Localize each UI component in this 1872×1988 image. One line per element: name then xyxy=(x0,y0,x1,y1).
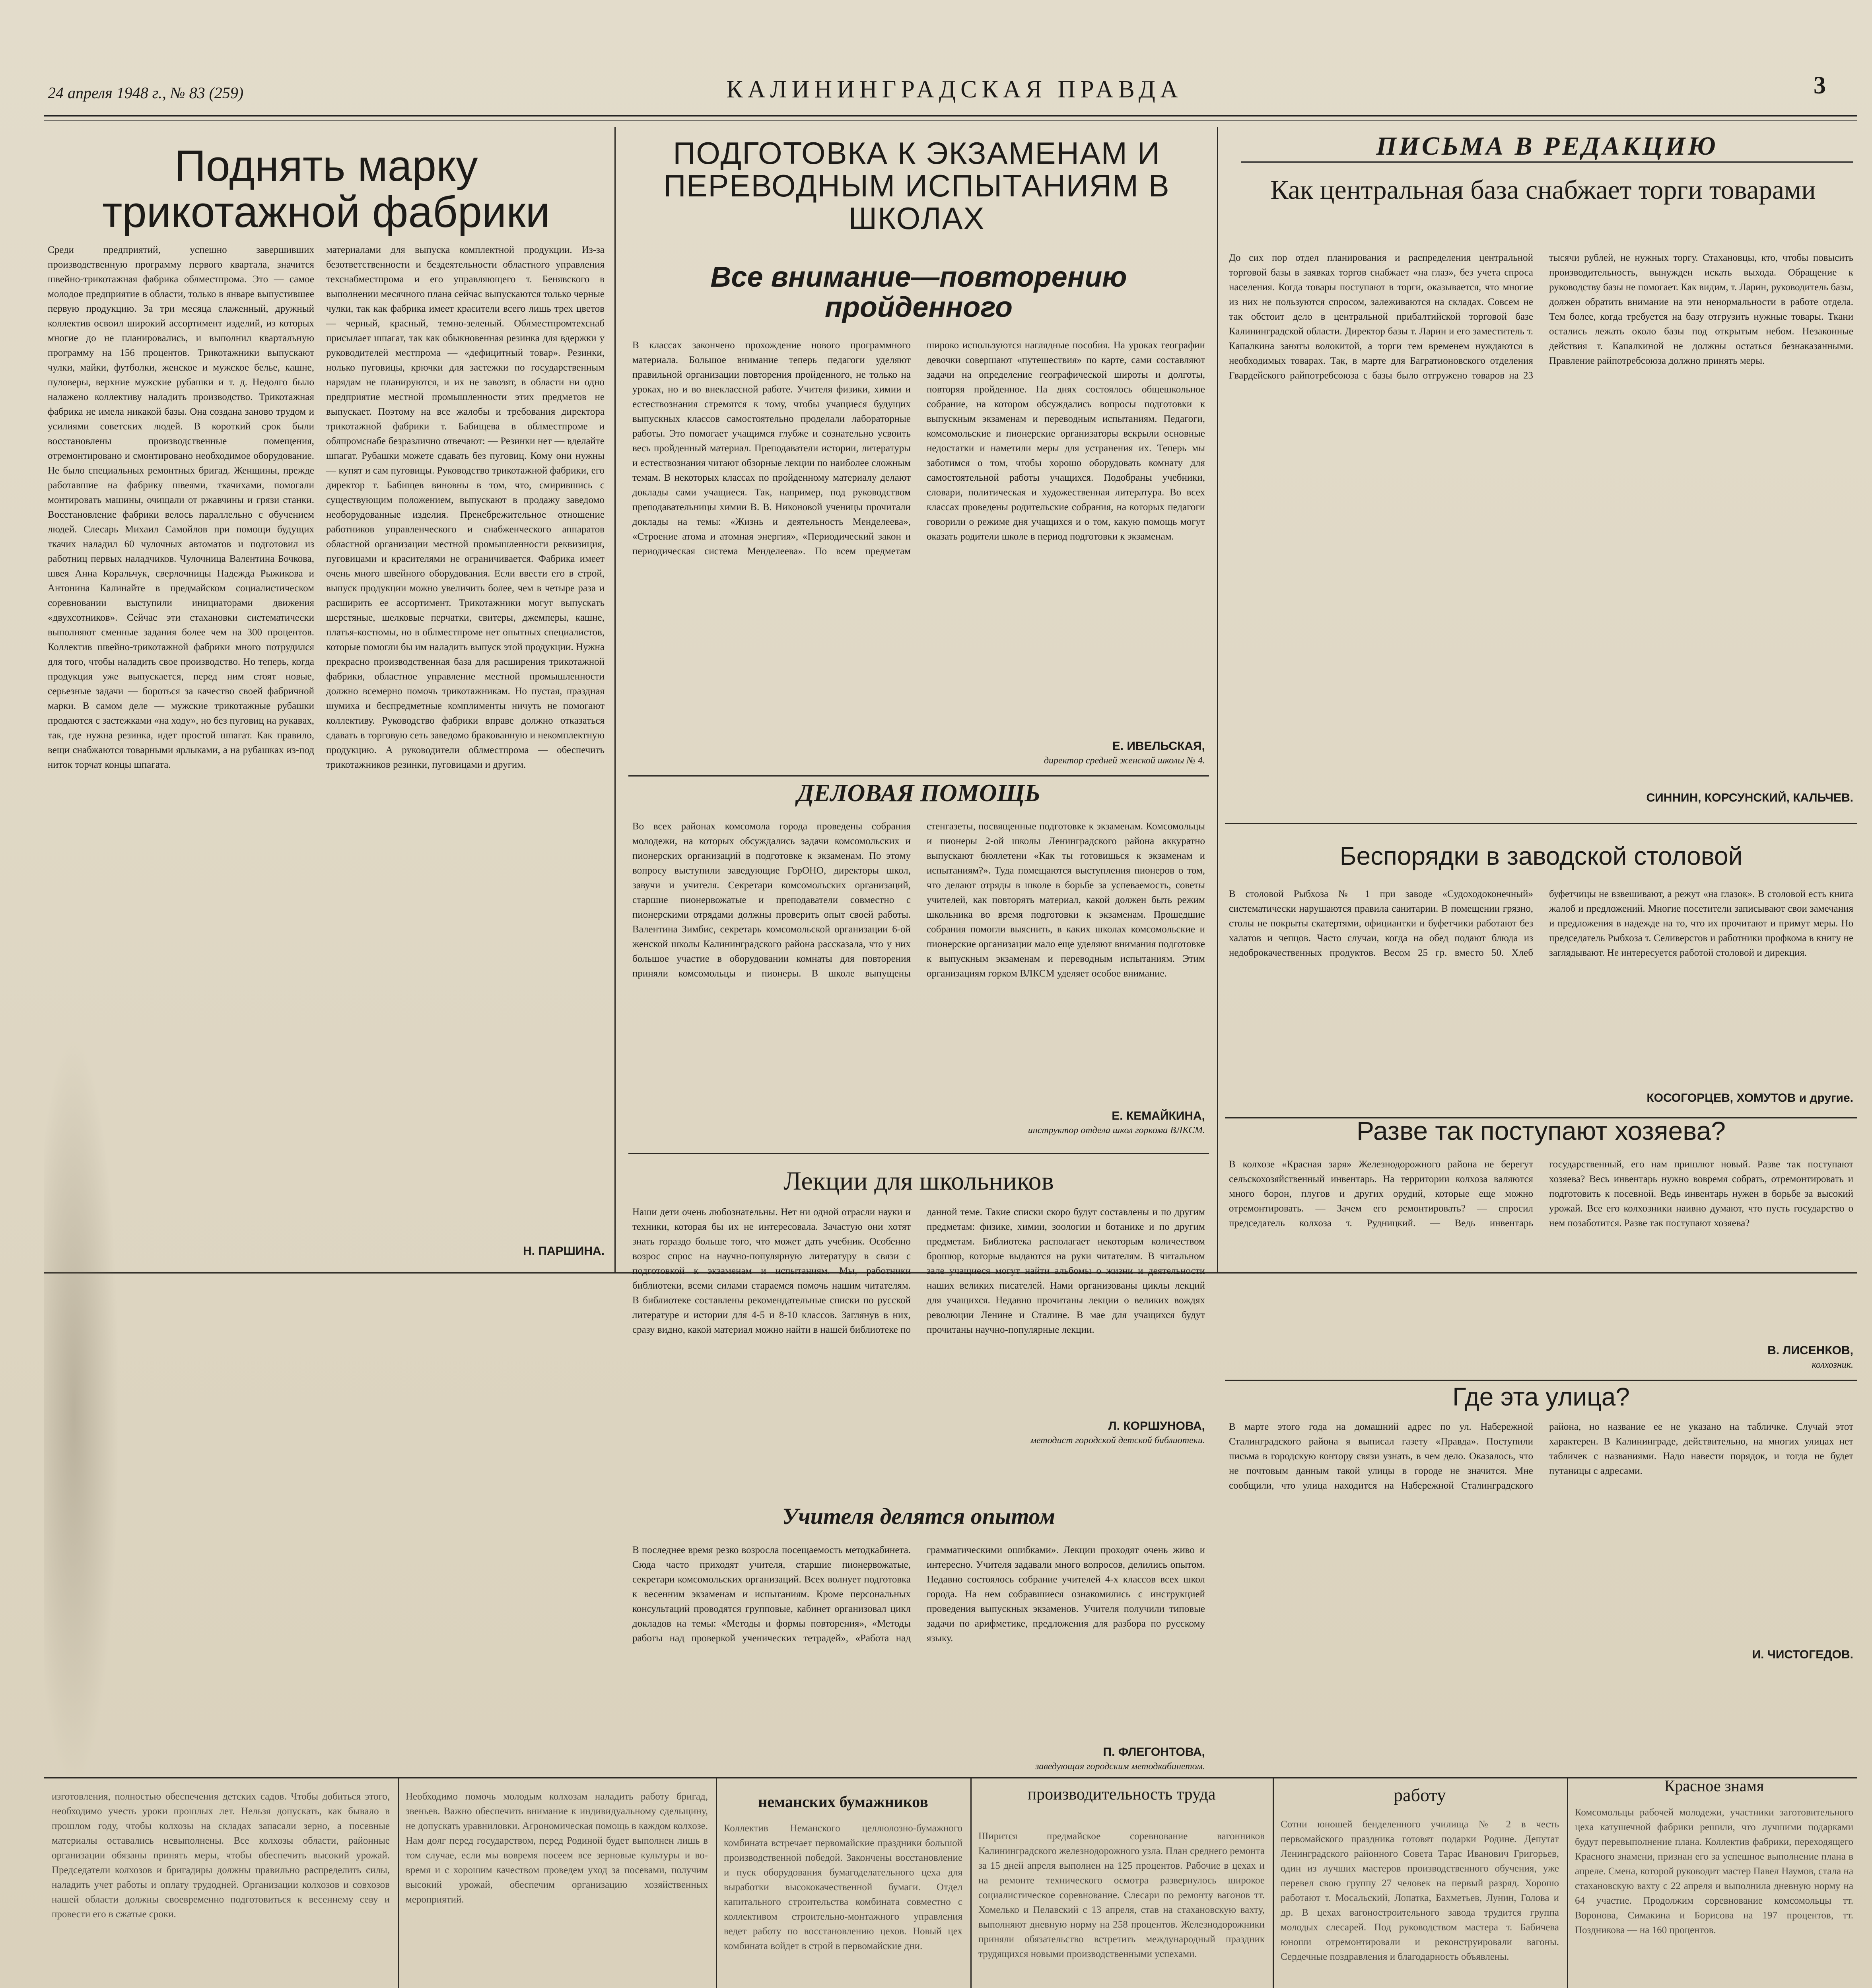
exams-headline: ПОДГОТОВКА К ЭКЗАМЕНАМ И ПЕРЕВОДНЫМ ИСПЫТАНИЯМ В ШКОЛАХ xyxy=(663,136,1170,236)
header-rule xyxy=(44,115,1857,121)
teachers-headline: Учителя делятся опытом xyxy=(782,1503,1056,1529)
lectures-signature-role: методист городской детской библиотеки. xyxy=(1030,1435,1205,1446)
article-divider xyxy=(628,775,1209,777)
column-divider xyxy=(614,127,616,1272)
canteen-headline: Беспорядки в заводской столовой xyxy=(1339,842,1743,870)
labor-productivity-body: Ширится предмайское соревнование вагонников Калининградского железнодорожного узла. План среднего ремонта за 15 дней апреля выполнен на 125 процентов. Рабочие в цехах и на ремонте технического осмотра развернулось широкое социалистическое соревнование. Слесари по ремонту вагонов тт. Хомелько и Пелавский с 13 апреля, став на стахановскую вахту, выполняют дневную норму на 258 процентов. Железнодорожники приняли обязательство встретить международный праздник трудящихся новыми производственными успехами. xyxy=(978,1831,1265,1959)
central-base-headline: Как центральная база снабжает торги товарами xyxy=(1270,175,1816,205)
teachers-body: В последнее время резко возросла посещаемость методкабинета. Сюда часто приходят учителя, старшие пионервожатые, секретари комсомольских организаций. Всех волнует подготовка к весенним экзаменам и испытаниям. Кроме персональных консультаций проводятся групповые, кабинет организовал цикл докладов на темы: «Методы и формы повторения», «Методы работы над проверкой ученических тетрадей», «Работа над грамматическими ошибками». Лекции проходят очень живо и интересно. Учителя задавали много вопросов, делились опытом. Недавно состоялось собрание учителей 4-х классов всех школ города. На нем собравшиеся ознакомились с инструкцией проведения выпускных экзаменов. Учителя получили типовые задачи по арифметике, предложения для разбора по русскому языку. xyxy=(632,1545,1205,1644)
lower-col2-body: Необходимо помочь молодым колхозам наладить работу бригад, звеньев. Важно обеспечить внимание к индивидуальному сдельщину, не допускать уравниловки. Агрономическая помощь в каждом колхозе. Нам долг перед государством, перед Родиной будет выполнен лишь в том случае, если мы вовремя посеем все зерновые культуры и во-время и с хорошим качеством проведем уход за посевами, получим высокий урожай, обеспечим организацию хозяйственных мероприятий. xyxy=(406,1791,708,1905)
article-divider xyxy=(1225,1380,1857,1381)
shoemakers-headline: неманских бумажников xyxy=(758,1793,928,1811)
central-base-signature: СИННИН, КОРСУНСКИЙ, КАЛЬЧЕВ. xyxy=(1646,791,1853,804)
lower-col1-body: изготовления, полностью обеспечения детских садов. Чтобы добиться этого, необходимо учесть уроки прошлых лет. Нельзя допускать, как бывало в прошлом году, чтобы колхозы на складах запасали зерно, а посевные материалы оставались невыполнены. Все колхозы области, районные организации обязаны принять меры, чтобы обеспечить высокий урожай. Председатели колхозов и бригадиры должны правильно распределить силы, наладить учет работы и оплату трудодней. Организации колхозов и совхозов нашей области должны своевременно подготовиться к весеннему севу и провести его в сжатые сроки. xyxy=(52,1791,390,1920)
business-help-signature-role: инструктор отдела школ горкома ВЛКСМ. xyxy=(1028,1125,1205,1136)
work-headline: работу xyxy=(1394,1785,1446,1805)
teachers-signature: П. ФЛЕГОНТОВА, xyxy=(1103,1745,1205,1759)
lectures-body: Наши дети очень любознательны. Нет ни одной отрасли науки и техники, которая бы их не интересовала. Зачастую они хотят знать гораздо больше того, что может дать учебник. Особенно возрос спрос на научно-популярную литературу в связи с подготовкой к экзаменам и испытаниям. Мы, работники библиотеки, всеми силами стараемся помочь нашим читателям. В библиотеке составлены рекомендательные списки по русской литературе и истории для 4-5 и 8-10 классов. Заглянув в них, сразу видно, какой материал можно найти в нашей библиотеке по данной теме. Такие списки скоро будут составлены и по другим предметам: физике, химии, зоологии и ботанике и по другим предметам. Библиотека располагает некоторым количеством брошюр, которые выдаются на руки читателям. В читальном зале учащиеся могут найти альбомы о жизни и деятельности наших великих писателей. Нами организованы циклы лекций для учащихся. Недавно прочитаны лекции о великих вождях революции Ленине и Сталине. В мае для учащихся будут прочитаны научно-популярные лекции. xyxy=(632,1207,1205,1335)
exams-subheadline: Все внимание—повторению пройденного xyxy=(710,261,1127,323)
canteen-body: В столовой Рыбхоза № 1 при заводе «Судоходоконечный» систематически нарушаются правила санитарии. В помещении грязно, столы не покрыты скатертями, официантки и буфетчики работают без халатов и чепцов. Часто случаи, когда на обед подают блюда из недоброкачественных продуктов. Весом 25 гр. вместо 50. Хлеб буфетчицы не взвешивают, а режут «на глазок». В столовой есть книга жалоб и предложений. Многие посетители записывают свои замечания и предложения в надежде на то, что их прочитают и примут меры. Но председатель Рыбхоза т. Селиверстов и работники профкома в книгу не заглядывают. Не интересуется работой столовой и дирекция. xyxy=(1229,889,1853,958)
exams-signature-role: директор средней женской школы № 4. xyxy=(1044,755,1205,766)
canteen-signature: КОСОГОРЦЕВ, ХОМУТОВ и другие. xyxy=(1647,1091,1853,1105)
street-headline: Где эта улица? xyxy=(1452,1382,1630,1411)
column-divider xyxy=(1567,1777,1568,1988)
business-help-body: Во всех районах комсомола города проведены собрания молодежи, на которых обсуждались задачи комсомольских и пионерских организаций в подготовке к экзаменам. По этому вопросу выступили заведующие ГорОНО, директоры школ, завучи и учителя. Секретари комсомольских организаций, старшие пионервожатые и преподаватели совместно с пионерскими отрядами должны проверить опыт своей работы. Валентина Зимбис, секретарь комсомольской организации 6-ой женской школы Калининградского района рассказала, что у них большое участие в оборудовании комнаты для повторения приняли комсомольцы и пионеры. В школе выпущены стенгазеты, посвященные подготовке к экзаменам. Комсомольцы и пионеры 2-ой школы Ленинградского района аккуратно выпускают бюллетени «Как ты готовишься к экзаменам и испытаниям?». Туда помещаются выступления пионеров о том, что делают отряды в школе в борьбе за успеваемость, советы учителей, как повторять материал, какой должен быть режим школьника во время подготовки к экзаменам. Прошедшие собрания помогли выяснить, в каких школах комсомольские и пионерские организации мало еще уделяют внимания подготовке к выпускным экзаменам и переводным испытаниям. Этим организациям горком ВЛКСМ уделяет особое внимание. xyxy=(632,821,1205,979)
knitting-body-col1: Среди предприятий, успешно завершивших производственную программу первого квартала, значится швейно-трикотажная фабрика облместпрома. Это — самое молодое предприятие в области, только в январе выпустившее первую продукцию. За три месяца слаженный, дружный коллектив освоил широкий ассортимент изделий, из которых многие до не планировались, и выполнил квартальную программу на 156 процентов. Трикотажники выпускают чулки, майки, футболки, женское и мужское белье, кашне, пуловеры, верхние мужские рубашки и т. д. Недолго было налажено коллективу наладить производство. Трикотажная фабрика не имела никакой базы. Она создана заново трудом и усилиями советских людей. В короткий срок были восстановлены производственные помещения, отремонтировано и смонтировано необходимое оборудование. Не было специальных ремонтных бригад. Женщины, прежде работавшие на фабрику швеями, ткачихами, помогали монтировать машины, очищали от ржавчины и грязи станки. Восстановление фабрики велось параллельно с обучением людей. Слесарь Михаил Самойлов при помощи будущих ткачих наладил 60 чулочных автоматов и подготовил из работниц первых наладчиков. Чулочница Валентина Бочкова, швея Анна Коральчук, сверлочницы Надежда Рыжикова и Антонина Калинайте в предмайском социалистическом соревновании выступили инициаторами движения «двухсотников». Сейчас эти стахановки систематически выполняют сменные задания более чем на 300 процентов. Коллектив швейно-трикотажной фабрики много потрудился для того, чтобы наладить свое производство. Но теперь, когда продукция уже выпускается, перед ним стоят новые, серьезные задачи — бороться за качество своей фабричной марки. В самом деле — мужские трикотажные рубашки продаются с застежками «на ходу», но без пуговиц на рукавах, так, где нужна резинка, идет простой шпагат. Как правило, вещи снабжаются товарными ярлыками, а на рубашках из-под ниток торчат концы шпагата. xyxy=(48,245,314,770)
street-body: В марте этого года на домашний адрес по ул. Набережной Сталинградского района я выписал газету «Правда». Поступили письма в городскую контору связи узнать, в чем дело. Оказалось, что не почтовым данным такой улицы в городе не значится. Мне сообщили, что улица находится на Набережной Сталинградского района, но название ее не указано на табличке. Случай этот характерен. В Калининграде, действительно, на многих улицах нет табличек с названиями. Надо навести порядок, и тогда не будет путаницы с адресами. xyxy=(1229,1421,1853,1491)
street-signature: И. ЧИСТОГЕДОВ. xyxy=(1752,1648,1853,1661)
teachers-signature-role: заведующая городским методкабинетом. xyxy=(1035,1761,1205,1772)
owners-headline: Разве так поступают хозяева? xyxy=(1357,1116,1726,1145)
article-divider xyxy=(628,1153,1209,1154)
owners-signature: В. ЛИСЕНКОВ, xyxy=(1767,1344,1853,1357)
knitting-signature: Н. ПАРШИНА. xyxy=(523,1244,605,1258)
column-divider xyxy=(1273,1777,1274,1988)
newspaper-title: КАЛИНИНГРАДСКАЯ ПРАВДА xyxy=(726,76,1183,103)
central-base-body: До сих пор отдел планирования и распределения центральной торговой базы в заявках торгов снабжает «на глаз», без учета спроса населения. Когда товары поступают в торги, оказывается, что многие из них не пользуются спросом, залеживаются на складах. Совсем не так обстоит дело в центральной прибалтийской торговой базе Калининградской области. Директор базы т. Ларин и его заместитель т. Капалкина заняты волокитой, а торги тем временем нуждаются в необходимых товарах. Так, в марте для Багратионовского отделения Гвардейского райпотребсоюза с базы было отгружено товаров на 23 тысячи рублей, не нужных торгу. Стахановцы, кто, чтобы повысить производительность, вынужден искать выхода. Обращение к руководству базы не помогает. Как видим, т. Ларин, руководитель базы, должен обратить внимание на эти ненормальности в работе отдела. Тем более, когда требуется на базу отгрузить нужные товары. Ткани остались лежать около базы под открытым небом. Незаконные действия т. Капалкиной не должны остаться безнаказанными. Правление райпотребсоюза должно принять меры. xyxy=(1229,252,1853,381)
exams-body: В классах закончено прохождение нового программного материала. Большое внимание теперь педагоги уделяют правильной организации повторения пройденного, не только на уроках, но и во внеклассной работе. Учителя физики, химии и естествознания стремятся к тому, чтобы учащиеся будущих выпускных классов самостоятельно проделали лабораторные работы. Это помогает учащимся глубже и сознательно усвоить весь пройденный материал. Преподаватели истории, литературы и естествознания читают обзорные лекции по наиболее сложным темам. В некоторых классах по пройденному материалу делают доклады сами учащиеся. Так, например, под руководством преподавательницы химии В. В. Никоновой ученицы прочитали доклады на темы: «Жизнь и деятельность Менделеева», «Строение атома и атомная энергия», «Периодический закон и периодическая система Менделеева». По всем предметам широко используются наглядные пособия. На уроках географии девочки совершают «путешествия» по карте, сами составляют задачи на определение географической широты и долготы, повторяя пройденное. На днях состоялось общешкольное собрание, на котором обсуждались вопросы подготовки к выпускным экзаменам и переводным испытаниям. Педагоги, комсомольские и пионерские организаторы вскрыли основные недостатки и наметили меры для устранения их. Теперь мы заботимся о том, чтобы хорошо оборудовать комнату для самостоятельной работы учащихся. Подобраны учебники, словари, политическая и художественная литература. Во всех классах проведены родительские собрания, на которых педагоги говорили о режиме дня учащихся и о том, какую помощь могут оказать родители школе в период подготовки к экзаменам. xyxy=(632,340,1205,557)
exams-signature: Е. ИВЕЛЬСКАЯ, xyxy=(1112,740,1205,753)
column-divider xyxy=(398,1777,399,1988)
page-number: 3 xyxy=(1814,72,1826,99)
owners-body: В колхозе «Красная заря» Железнодорожного района не берегут сельскохозяйственный инвентарь. На территории колхоза валяются много борон, плугов и других орудий, которые еще можно отремонтировать. — Зачем его ремонтировать? — спросил председатель колхоза т. Рудницкий. — Ведь инвентарь государственный, его нам пришлют новый. Разве так поступают хозяева? Весь инвентарь нужно вовремя собрать, отремонтировать и подготовить к посевной. Ведь инвентарь нужен в борьбе за высокий урожай. Все его колхозники наивно думают, что пусть государство о нем позаботится. Разве так поступают хозяева? xyxy=(1229,1159,1853,1229)
knitting-headline: Поднять марку трикотажной фабрики xyxy=(102,142,550,237)
letters-header: ПИСЬМА В РЕДАКЦИЮ xyxy=(1241,131,1853,163)
shoemakers-body: Коллектив Неманского целлюлозно-бумажного комбината встречает первомайские праздники большой производственной победой. Закончены восстановление и пуск оборудования бумагоделательного цеха для выработки высококачественной бумаги. Отдел капитального строительства комбината совместно с коллективом строительно-монтажного управления ведет работу по восстановлению цехов. Новый цех комбината войдет в строй в первомайские дни. xyxy=(724,1823,962,1951)
issue-date: 24 апреля 1948 г., № 83 (259) xyxy=(48,84,244,102)
column-divider xyxy=(1217,127,1218,1272)
paper-damage xyxy=(44,1034,119,1789)
work-body: Сотни юношей бенделенного училища № 2 в честь первомайского праздника готовят подарки Родине. Депутат Ленинградского районного Совета Тарас Иванович Григорьев, один из лучших мастеров производственного обучения, уже перевел свою группу 27 человек на первый разряд. Хорошо работают т. Мосальский, Лопатка, Бахметьев, Лунин, Голова и др. В цехах вагоностроительного завода трудится группа молодых слесарей. Под руководством мастера т. Бабичева юноши отремонтировали и реконструировали вагоны. Сердечные поздравления и благодарность объявлены. xyxy=(1281,1819,1559,1962)
column-divider xyxy=(970,1777,972,1988)
knitting-body-col2: материалами для выпуска комплектной продукции. Из-за безответственности и бездеятельности областного управления техснабместпрома и его управляющего т. Бенявского в выполнении месячного плана сейчас выпускаются только черные чулки, так как фабрика имеет красители всего лишь трех цветов — черный, красный, темно-зеленый. Облместпромтехснаб присылает шпагат, так как обыкновенная резинка для вдержки у руководителей местпрома — «дефицитный товар». Резинки, нолько пуговицы, крючки для застежки по государственным нарядам не планируются, и их не завозят, в области ни одно предприятие местной промышленности этих предметов не выпускает. Поэтому на все жалобы и требования директора трикотажной фабрики т. Бабищева в облместпроме и облпромснабе безразлично отвечают: — Резинки нет — вделайте шпагат. Рубашки можете сдавать без пуговиц. Кому они нужны — купят и сам пуговицы. Руководство трикотажной фабрики, его директор т. Бабищев виновны в том, что, смирившись с существующим положением, выпускают в продажу заведомо необорудованные изделия. Пренебрежительное отношение работников управленческого и снабженческого аппаратов областной организации местной промышленности реквизиция, пуговицами и красителями не ограничивается. Фабрика имеет очень много швейного оборудования. Если ввести его в строй, выпуск продукции можно увеличить более, чем в четыре раза и расширить ее ассортимент. Трикотажники могут выпускать шерстяные, шелковые перчатки, свитеры, джемперы, кашне, платья-костюмы, но в облместпроме нет опытных специалистов, которые помогли бы им наладить выпуск этой продукции. Нужна прекрасно производственная база для расширения трикотажной фабрики, областное управление местной промышленности должно всемерно помочь трикотажникам. Но пустая, праздная шумиха и беспредметные комплименты ничуть не помогают коллективу. Руководство фабрики вправе должно отказаться сдавать в торговую сеть заведомо бракованную и некомплектную продукцию. А руководители облместпрома — обеспечить трикотажников резинки, пуговицами и другим. xyxy=(326,245,605,770)
article-divider xyxy=(1225,823,1857,824)
business-help-signature: Е. КЕМАЙКИНА, xyxy=(1112,1109,1205,1122)
column-divider xyxy=(716,1777,717,1988)
red-banner-body: Комсомольцы рабочей молодежи, участники заготовительного цеха катушечной фабрики решили, что лучшими подарками будут перевыполнение плана. Коллектив фабрики, переходящего Красного знамени, признан его за успешное выполнение плана в апреле. Смена, которой руководит мастер Павел Наумов, стала на стахановскую вахту с 22 апреля и выполнила дневную норму на 64 участие. Продолжим соревнование комсомольцы тт. Воронова, Симакина и Борисова на 197 процентов, тт. Поздникова — на 160 процентов. xyxy=(1575,1807,1853,1936)
lectures-signature: Л. КОРШУНОВА, xyxy=(1108,1419,1205,1433)
business-help-headline: ДЕЛОВАЯ ПОМОЩЬ xyxy=(797,780,1040,807)
labor-productivity-headline: производительность труда xyxy=(1027,1785,1216,1804)
owners-signature-role: колхозник. xyxy=(1812,1360,1853,1370)
red-banner-headline: Красное знамя xyxy=(1664,1777,1764,1795)
lectures-headline: Лекции для школьников xyxy=(783,1167,1054,1196)
